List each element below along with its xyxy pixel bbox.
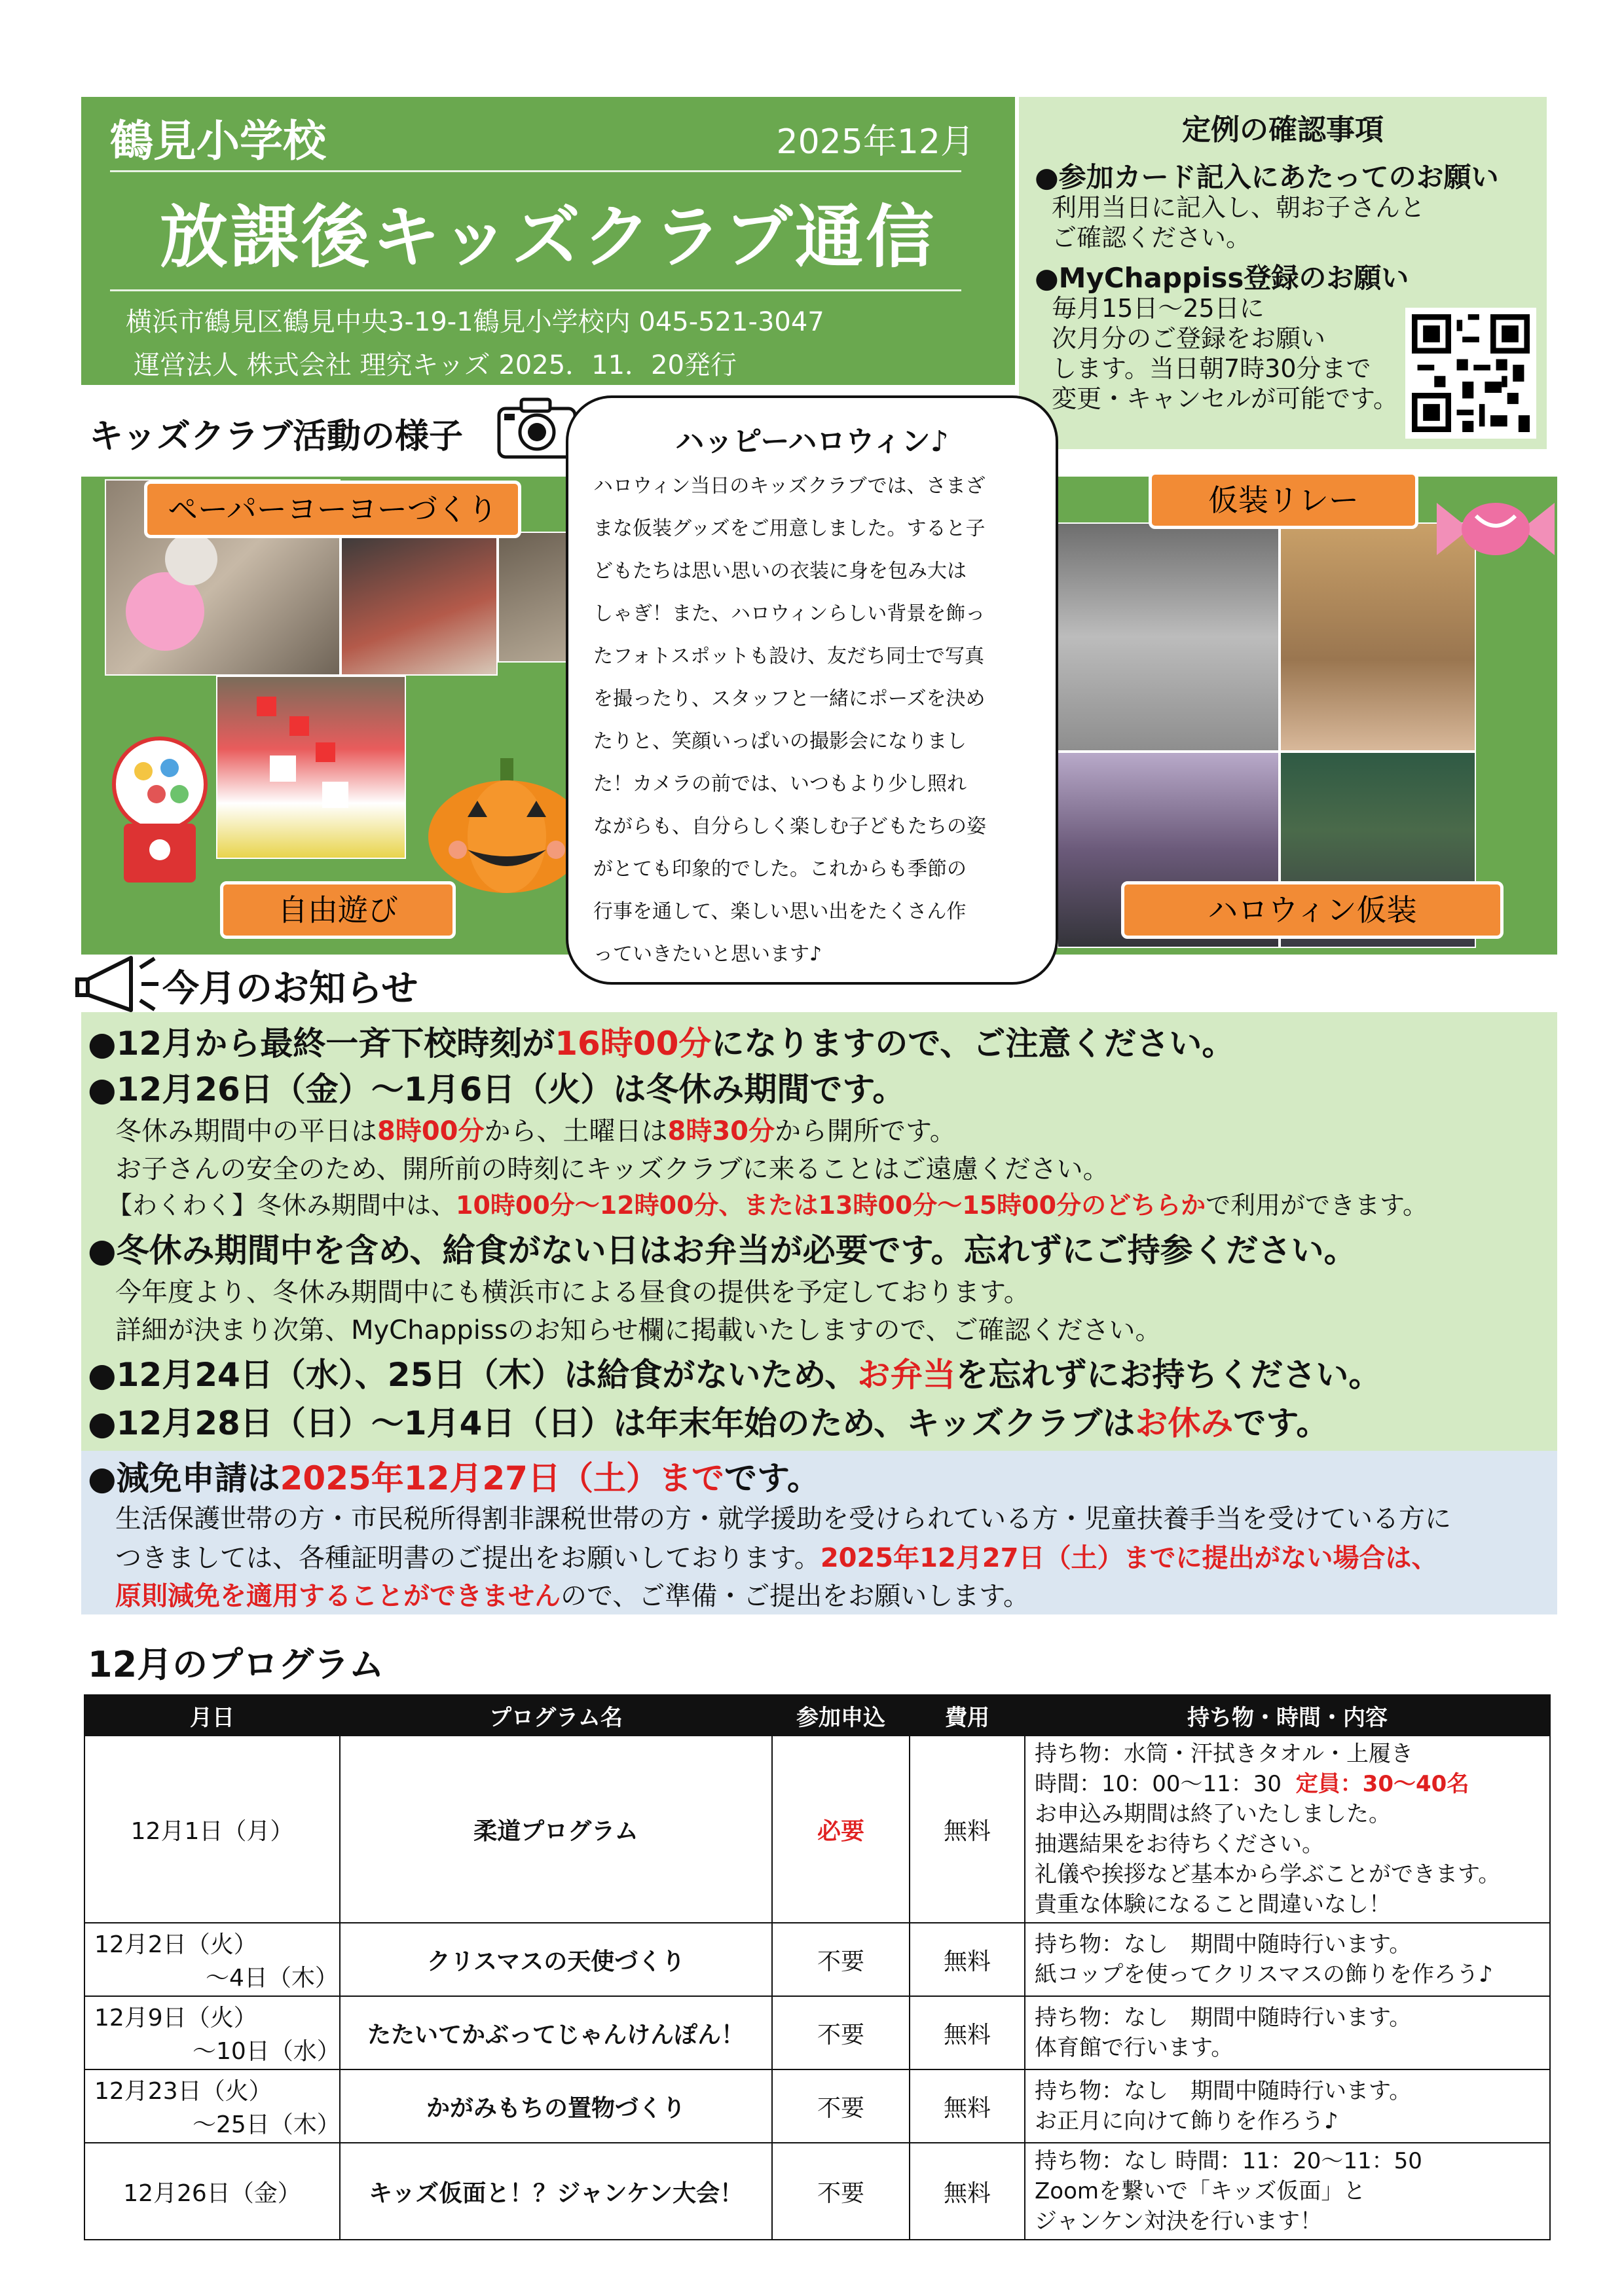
column-header: 参加申込 — [772, 1695, 910, 1736]
notice-text: で利用ができます。 — [1206, 1191, 1428, 1220]
date-cell — [84, 1996, 340, 2069]
detail-line: 紙コップを使ってクリスマスの飾りを作ろう♪ — [1035, 1961, 1493, 1988]
notice-item: ●12月26日（金）～1月6日（火）は冬休み期間です。 — [88, 1070, 906, 1108]
date-end: ～4日（木） — [206, 1965, 339, 1992]
halloween-line: た！カメラの前では、いつもより少し照れ — [593, 773, 967, 795]
rules-text: 変更・キャンセルが可能です。 — [1052, 384, 1398, 413]
publisher-line: 運営法人 株式会社 理究キッズ 2025．11．20発行 — [134, 350, 737, 380]
column-header: 月日 — [84, 1695, 340, 1736]
halloween-line: 行事を通して、楽しい思い出をたくさん作 — [593, 900, 967, 923]
halloween-line: まな仮装グッズをご用意しました。すると子 — [593, 517, 986, 540]
apply-cell: 必要 — [772, 1736, 910, 1923]
notice-item: ●冬休み期間中を含め、給食がない日はお弁当が必要です。忘れずにご持参ください。 — [88, 1231, 1357, 1269]
detail-line: 礼儀や挨拶など基本から学ぶことができます。 — [1035, 1861, 1501, 1887]
halloween-text — [593, 465, 1031, 975]
table-row — [84, 1923, 1550, 1996]
notice-highlight: お休み — [1135, 1404, 1234, 1442]
notice-text: 【わくわく】冬休み期間中は、 — [107, 1191, 456, 1220]
date-end: ～25日（木） — [193, 2111, 341, 2138]
fee-cell: 無料 — [910, 1736, 1025, 1923]
rules-text: 毎月15日～25日に — [1052, 294, 1264, 323]
school-name: 鶴見小学校 — [110, 116, 326, 166]
halloween-line: を撮ったり、スタッフと一緒にポーズを決め — [593, 687, 986, 710]
notices-panel — [81, 1012, 1557, 1451]
detail-text: 時間：10：00～11：30 — [1035, 1771, 1282, 1797]
notice-text: 冬休み期間中の平日は — [115, 1116, 377, 1146]
notice-text: ●12月24日（水）、25日（木）は給食がないため、 — [88, 1356, 858, 1394]
header-banner — [81, 97, 1015, 385]
date-start: 12月9日（火） — [94, 2005, 257, 2032]
notice-text: から、土曜日は — [484, 1116, 668, 1146]
activity-tag: 仮装リレー — [1149, 471, 1418, 529]
halloween-line: どもたちは思い思いの衣装に身を包み大は — [593, 560, 967, 583]
detail-cell — [1025, 1923, 1550, 1996]
notice-text: になりますので、ご注意ください。 — [711, 1025, 1235, 1063]
notice-detail: お子さんの安全のため、開所前の時刻にキッズクラブに来ることはご遠慮ください。 — [115, 1154, 1109, 1184]
notice-highlight: 8時30分 — [667, 1116, 775, 1146]
detail-cell — [1025, 2069, 1550, 2143]
rules-text: 利用当日に記入し、朝お子さんと — [1052, 193, 1426, 222]
halloween-line: ハロウィン当日のキッズクラブでは、さまざ — [593, 475, 986, 498]
table-row — [84, 2143, 1550, 2240]
date-cell — [84, 2069, 340, 2143]
gacha-illustration — [107, 732, 212, 889]
halloween-line: っていきたいと思います♪ — [593, 943, 822, 966]
notice-text: ので、ご準備・ご提出をお願いします。 — [561, 1581, 1029, 1611]
activity-tag: ペーパーヨーヨーづくり — [144, 481, 521, 538]
detail-cell — [1025, 2143, 1550, 2240]
qr-code-icon[interactable] — [1405, 308, 1536, 439]
fee-cell: 無料 — [910, 1996, 1025, 2069]
program-name-cell: キッズ仮面と！？ジャンケン大会！ — [340, 2143, 772, 2240]
notice-highlight: 16時00分 — [555, 1025, 712, 1063]
table-row — [84, 2069, 1550, 2143]
table-row — [84, 1736, 1550, 1923]
fee-cell: 無料 — [910, 2143, 1025, 2240]
detail-line: Zoomを繋いで「キッズ仮面」と — [1035, 2178, 1366, 2204]
detail-line: お正月に向けて飾りを作ろう♪ — [1035, 2108, 1338, 2134]
detail-line: 持ち物：なし 時間：11：20～11：50 — [1035, 2148, 1422, 2174]
detail-line: ジャンケン対決を行います！ — [1035, 2208, 1322, 2234]
notice-highlight: 2025年12月27日（土）まで — [280, 1459, 724, 1497]
halloween-article — [566, 395, 1058, 985]
apply-cell: 不要 — [772, 2143, 910, 2240]
halloween-line: たりと、笑顔いっぱいの撮影会になりまし — [593, 730, 967, 753]
fee-cell: 無料 — [910, 2069, 1025, 2143]
detail-line: 貴重な体験になること間違いなし！ — [1035, 1891, 1391, 1918]
detail-line: 体育館で行います。 — [1035, 2035, 1234, 2061]
notice-highlight: お弁当 — [857, 1356, 956, 1394]
notice-detail: 生活保護世帯の方・市民税所得割非課税世帯の方・就学援助を受けられている方・児童扶養手当を受けている方に — [115, 1504, 1451, 1534]
notice-text: つきましては、各種証明書のご提出をお願いしております。 — [115, 1543, 821, 1573]
notice-text: です。 — [1233, 1404, 1329, 1442]
halloween-line: しゃぎ！また、ハロウィンらしい背景を飾っ — [593, 602, 986, 625]
notice-highlight: 2025年12月27日（土）までに提出がない場合は、 — [820, 1543, 1438, 1573]
capacity-highlight: 定員：30～40名 — [1295, 1771, 1469, 1797]
newsletter-title: 放課後キッズクラブ通信 — [160, 197, 936, 277]
candy-illustration — [1430, 477, 1561, 581]
date-start: 12月23日（火） — [94, 2078, 272, 2105]
program-title: 12月のプログラム — [88, 1644, 384, 1685]
table-row — [84, 1996, 1550, 2069]
reduction-notice-panel — [81, 1451, 1557, 1614]
table-header-row — [84, 1695, 1550, 1736]
notices-title: 今月のお知らせ — [162, 968, 418, 1010]
date-cell — [84, 1923, 340, 1996]
detail-line: お申込み期間は終了いたしました。 — [1035, 1801, 1391, 1827]
date-cell: 12月26日（金） — [84, 2143, 340, 2240]
halloween-line: がとても印象的でした。これからも季節の — [593, 858, 967, 881]
date-end: ～10日（水） — [193, 2038, 341, 2065]
detail-line: 持ち物：なし 期間中随時行います。 — [1035, 2078, 1412, 2104]
date-start: 12月2日（火） — [94, 1931, 257, 1958]
rules-title: 定例の確認事項 — [1182, 113, 1384, 147]
column-header: 持ち物・時間・内容 — [1025, 1695, 1550, 1736]
detail-cell — [1025, 1996, 1550, 2069]
detail-line: 持ち物：なし 期間中随時行います。 — [1035, 2005, 1412, 2031]
column-header: 費用 — [910, 1695, 1025, 1736]
notice-text: ●減免申請は — [88, 1459, 280, 1497]
photo-block-tower — [216, 676, 406, 859]
rules-text: ご確認ください。 — [1052, 223, 1251, 252]
notice-item — [88, 1452, 820, 1499]
notice-text: を忘れずにお持ちください。 — [955, 1356, 1382, 1394]
notice-detail — [115, 1575, 1029, 1613]
rules-text: 次月分のご登録をお願い — [1052, 324, 1326, 353]
notice-highlight: 原則減免を適用することができません — [115, 1581, 561, 1611]
detail-line — [1035, 1769, 1540, 1799]
program-name-cell: たたいてかぶってじゃんけんぽん！ — [340, 1996, 772, 2069]
program-name-cell: クリスマスの天使づくり — [340, 1923, 772, 1996]
apply-cell: 不要 — [772, 1996, 910, 2069]
photo-children-crafting — [341, 532, 498, 676]
notice-text: から開所です。 — [775, 1116, 956, 1146]
notice-highlight: 10時00分～12時00分、または13時00分～15時00分のどちらか — [456, 1191, 1206, 1220]
program-name-cell: 柔道プログラム — [340, 1736, 772, 1923]
program-name-cell: かがみもちの置物づくり — [340, 2069, 772, 2143]
address-line: 横浜市鶴見区鶴見中央3-19-1鶴見小学校内 045-521-3047 — [126, 307, 824, 337]
halloween-title: ハッピーハロウィン♪ — [675, 425, 949, 458]
program-table — [84, 1694, 1551, 2240]
detail-line: 持ち物：なし 期間中随時行います。 — [1035, 1931, 1412, 1958]
halloween-line: たフォトスポットも設け、友だち同士で写真 — [593, 645, 984, 668]
detail-line: 持ち物：水筒・汗拭きタオル・上履き — [1035, 1741, 1413, 1767]
header-divider — [110, 289, 961, 291]
notice-item — [88, 1017, 1234, 1065]
rules-heading: ●MyChappiss登録のお願い — [1035, 262, 1409, 294]
notice-text: ●12月28日（日）～1月4日（日）は年末年始のため、キッズクラブは — [88, 1404, 1135, 1442]
activity-tag: 自由遊び — [220, 881, 456, 939]
apply-cell: 不要 — [772, 1923, 910, 1996]
notice-item — [88, 1397, 1329, 1444]
issue-date: 2025年12月 — [776, 122, 974, 162]
date-cell: 12月1日（月） — [84, 1736, 340, 1923]
notice-detail — [115, 1110, 956, 1148]
activity-tag: ハロウィン仮装 — [1121, 881, 1504, 939]
notice-detail: 今年度より、冬休み期間中にも横浜市による昼食の提供を予定しております。 — [115, 1277, 1030, 1307]
halloween-line: ながらも、自分らしく楽しむ子どもたちの姿 — [593, 815, 986, 838]
photo-costume-relay — [1057, 522, 1280, 752]
notice-detail — [115, 1537, 1437, 1575]
notice-text: です。 — [724, 1459, 820, 1497]
rules-panel — [1019, 97, 1547, 449]
rules-heading: ●参加カード記入にあたってのお願い — [1035, 161, 1499, 193]
notice-detail — [107, 1185, 1428, 1221]
fee-cell: 無料 — [910, 1923, 1025, 1996]
detail-line: 抽選結果をお待ちください。 — [1035, 1831, 1324, 1857]
header-divider — [110, 170, 961, 172]
apply-cell: 不要 — [772, 2069, 910, 2143]
notice-highlight: 8時00分 — [377, 1116, 485, 1146]
detail-cell — [1025, 1736, 1550, 1923]
megaphone-icon — [72, 948, 164, 1020]
notice-text: ●12月から最終一斉下校時刻が — [88, 1025, 555, 1063]
notice-detail: 詳細が決まり次第、MyChappissのお知らせ欄に掲載いたしますので、ご確認ください。 — [115, 1315, 1162, 1345]
column-header: プログラム名 — [340, 1695, 772, 1736]
notice-item — [88, 1349, 1381, 1396]
rules-text: します。当日朝7時30分まで — [1052, 354, 1371, 383]
activities-title: キッズクラブ活動の様子 — [89, 417, 463, 456]
